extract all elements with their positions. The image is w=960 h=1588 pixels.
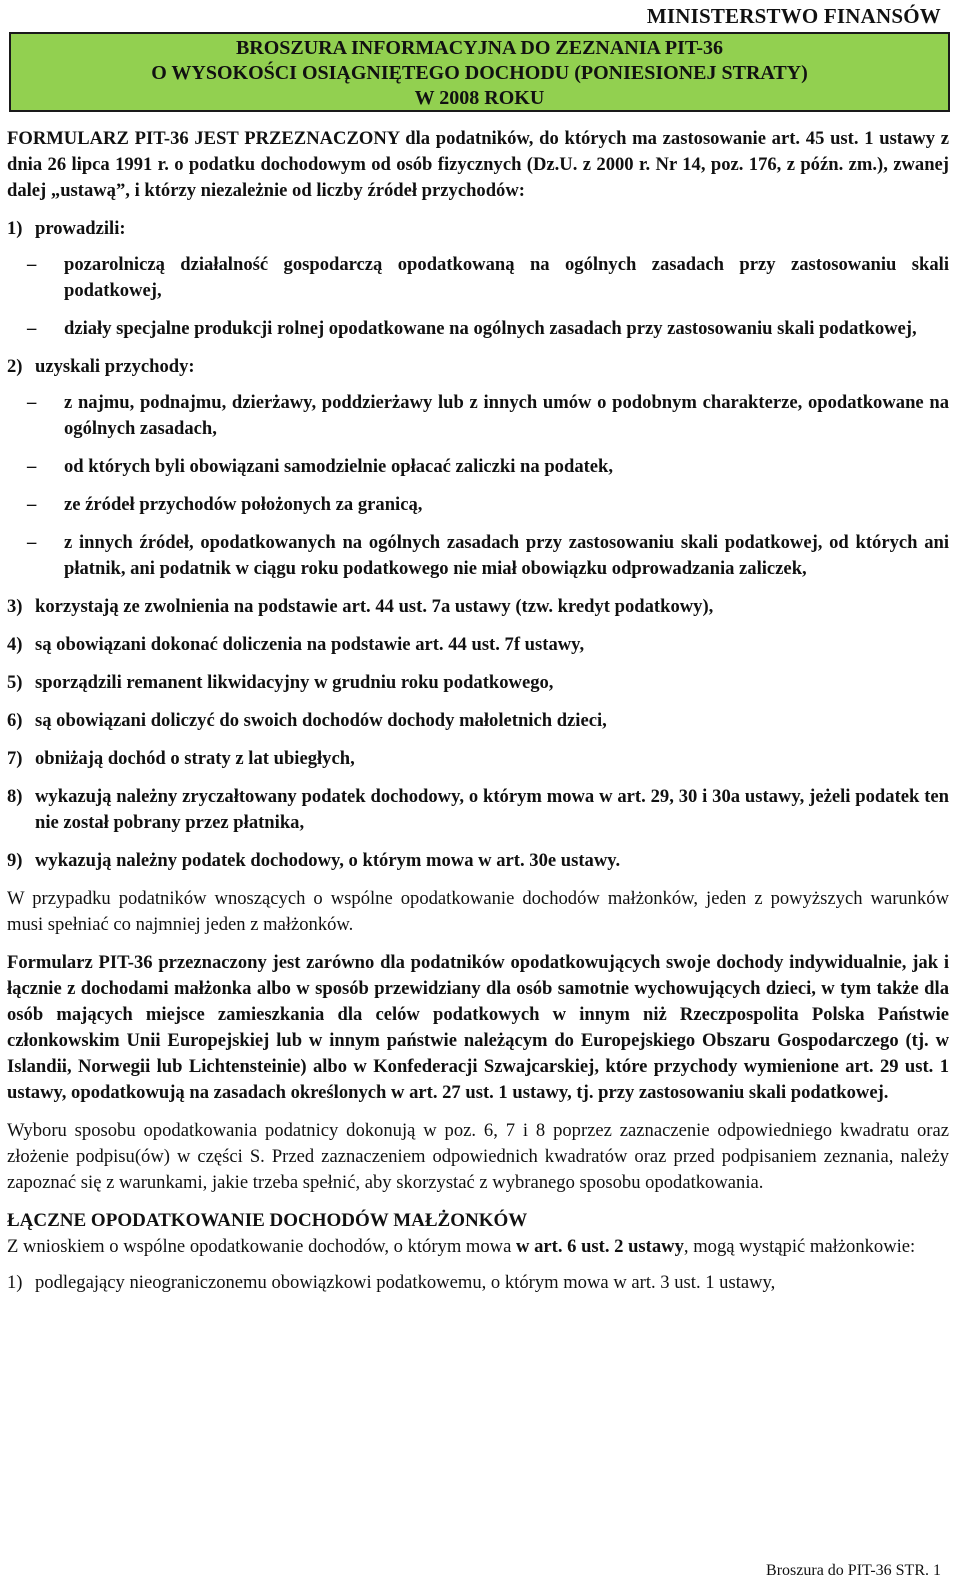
dash-marker: –	[27, 254, 37, 275]
joint-text-bold: w art. 6 ust. 2 ustawy	[516, 1236, 684, 1257]
list-item	[7, 216, 949, 242]
list-item	[7, 354, 949, 380]
list-number: 3)	[7, 596, 23, 617]
list-item	[7, 670, 949, 696]
section-title-joint: ŁĄCZNE OPODATKOWANIE DOCHODÓW MAŁŻONKÓW	[7, 1210, 528, 1231]
list-number: 1)	[7, 218, 23, 239]
sublist-item	[7, 252, 949, 304]
list-text: korzystają ze zwolnienia na podstawie art. 44 ust. 7a ustawy (tzw. kredyt podatkowy),	[35, 596, 714, 617]
sublist-text: od których byli obowiązani samodzielnie opłacać zaliczki na podatek,	[64, 456, 614, 477]
list-number: 9)	[7, 850, 23, 871]
list-item	[7, 784, 949, 836]
joint-paragraph	[7, 1234, 949, 1260]
list-number: 4)	[7, 634, 23, 655]
list-item	[7, 708, 949, 734]
sublist-text: z najmu, podnajmu, dzierżawy, poddzierżawy lub z innych umów o podobnym charakterze, opodatkowane na ogólnych zasadach,	[64, 392, 949, 439]
sublist-text: z innych źródeł, opodatkowanych na ogólnych zasadach przy zastosowaniu skali podatkowej, od których ani płatnik, ani podatnik w ciągu roku podatkowego nie miał obowiązku odprowadzania zaliczek,	[64, 532, 949, 579]
list-text: wykazują należny zryczałtowany podatek dochodowy, o którym mowa w art. 29, 30 i 30a ustawy, jeżeli podatek ten nie został pobrany przez płatnika,	[35, 786, 949, 833]
list-number: 6)	[7, 710, 23, 731]
ministry-name: MINISTERSTWO FINANSÓW	[646, 4, 941, 28]
sublist-przychody	[7, 390, 949, 582]
list-text: prowadzili:	[35, 218, 126, 239]
joint-text-before: Z wnioskiem o wspólne opodatkowanie dochodów, o którym mowa	[7, 1236, 517, 1257]
joint-list-item	[7, 1270, 949, 1296]
banner-line-2: O WYSOKOŚCI OSIĄGNIĘTEGO DOCHODU (PONIESIONEJ STRATY)	[151, 62, 808, 84]
dash-marker: –	[27, 532, 37, 553]
list-text: są obowiązani doliczyć do swoich dochodów dochody małoletnich dzieci,	[35, 710, 607, 731]
list-text: wykazują należny podatek dochodowy, o którym mowa w art. 30e ustawy.	[35, 850, 621, 871]
list-text: obniżają dochód o straty z lat ubiegłych,	[35, 748, 355, 769]
spouses-paragraph: W przypadku podatników wnoszących o wspólne opodatkowanie dochodów małżonków, jeden z powyższych warunków musi spełniać co najmniej jeden z małżonków.	[7, 888, 949, 935]
list-item	[7, 632, 949, 658]
sublist-text: pozarolniczą działalność gospodarczą opodatkowaną na ogólnych zasadach przy zastosowaniu skali podatkowej,	[64, 254, 949, 301]
list-text: sporządzili remanent likwidacyjny w grudniu roku podatkowego,	[35, 672, 554, 693]
list-text: uzyskali przychody:	[35, 356, 195, 377]
intro-bold: FORMULARZ PIT-36 JEST PRZEZNACZONY dla podatników, do których ma zastosowanie art. 45 ust. 1 ustawy z dnia 26 lipca 1991 r. o podatku dochodowym od osób fizycznych (Dz.U. z 2000 r. Nr 14, poz. 176, z późn. zm.	[7, 128, 949, 175]
list-number: 8)	[7, 786, 23, 807]
list-number: 1)	[7, 1272, 23, 1293]
banner-line-3: W 2008 ROKU	[414, 87, 545, 109]
sublist-text: ze źródeł przychodów położonych za granicą,	[64, 494, 423, 515]
sublist-item	[7, 454, 949, 480]
title-banner	[9, 32, 950, 112]
list-number: 2)	[7, 356, 23, 377]
dash-marker: –	[27, 392, 37, 413]
dash-marker: –	[27, 318, 37, 339]
list-text: są obowiązani dokonać doliczenia na podstawie art. 44 ust. 7f ustawy,	[35, 634, 585, 655]
sublist-item	[7, 316, 949, 342]
sublist-prowadzili	[7, 252, 949, 342]
purpose-paragraph: Formularz PIT-36 przeznaczony jest zarówno dla podatników opodatkowujących swoje dochody indywidualnie, jak i łącznie z dochodami małżonka albo w sposób przewidziany dla osób samotnie wychowujących dzieci, w tym także dla osób mających miejsce zamieszkania dla celów podatkowych w innym niż Rzeczpospolita Polska Państwie członkowskim Unii Europejskiej lub w innym państwie należącym do Europejskiego Obszaru Gospodarczego (tj. w Islandii, Norwegii lub Lichtensteinie) albo w Konfederacji Szwajcarskiej, które przychody wymienione art. 29 ust. 1 ustawy, opodatkowują na zasadach określonych w art. 27 ust. 1 ustawy, tj. przy zastosowaniu skali podatkowej.	[7, 952, 949, 1103]
dash-marker: –	[27, 456, 37, 477]
list-number: 5)	[7, 672, 23, 693]
list-item	[7, 594, 949, 620]
list-text: podlegający nieograniczonemu obowiązkowi podatkowemu, o którym mowa w art. 3 ust. 1 ustawy,	[35, 1272, 776, 1293]
document-body	[7, 126, 949, 1308]
joint-text-after: , mogą wystąpić małżonkowie:	[683, 1236, 916, 1257]
dash-marker: –	[27, 494, 37, 515]
banner-line-1: BROSZURA INFORMACYJNA DO ZEZNANIA PIT-36	[235, 37, 724, 59]
list-item	[7, 746, 949, 772]
sublist-text: działy specjalne produkcji rolnej opodatkowane na ogólnych zasadach przy zastosowaniu skali podatkowej,	[64, 318, 917, 339]
intro-rest: ), zwanej dalej „ustawą”, i którzy niezależnie od liczby źródeł przychodów:	[7, 154, 949, 201]
intro-paragraph	[7, 126, 949, 204]
list-item	[7, 848, 949, 874]
sublist-item	[7, 390, 949, 442]
choice-paragraph: Wyboru sposobu opodatkowania podatnicy dokonują w poz. 6, 7 i 8 poprzez zaznaczenie odpowiedniego kwadratu oraz złożenie podpisu(ów) w części S. Przed zaznaczeniem odpowiednich kwadratów oraz przed podpisaniem zeznania, należy zapoznać się z warunkami, jakie trzeba spełnić, aby skorzystać z wybranego sposobu opodatkowania.	[7, 1120, 949, 1193]
sublist-item	[7, 492, 949, 518]
page-footer: Broszura do PIT-36 STR. 1	[766, 1562, 941, 1579]
list-number: 7)	[7, 748, 23, 769]
sublist-item	[7, 530, 949, 582]
